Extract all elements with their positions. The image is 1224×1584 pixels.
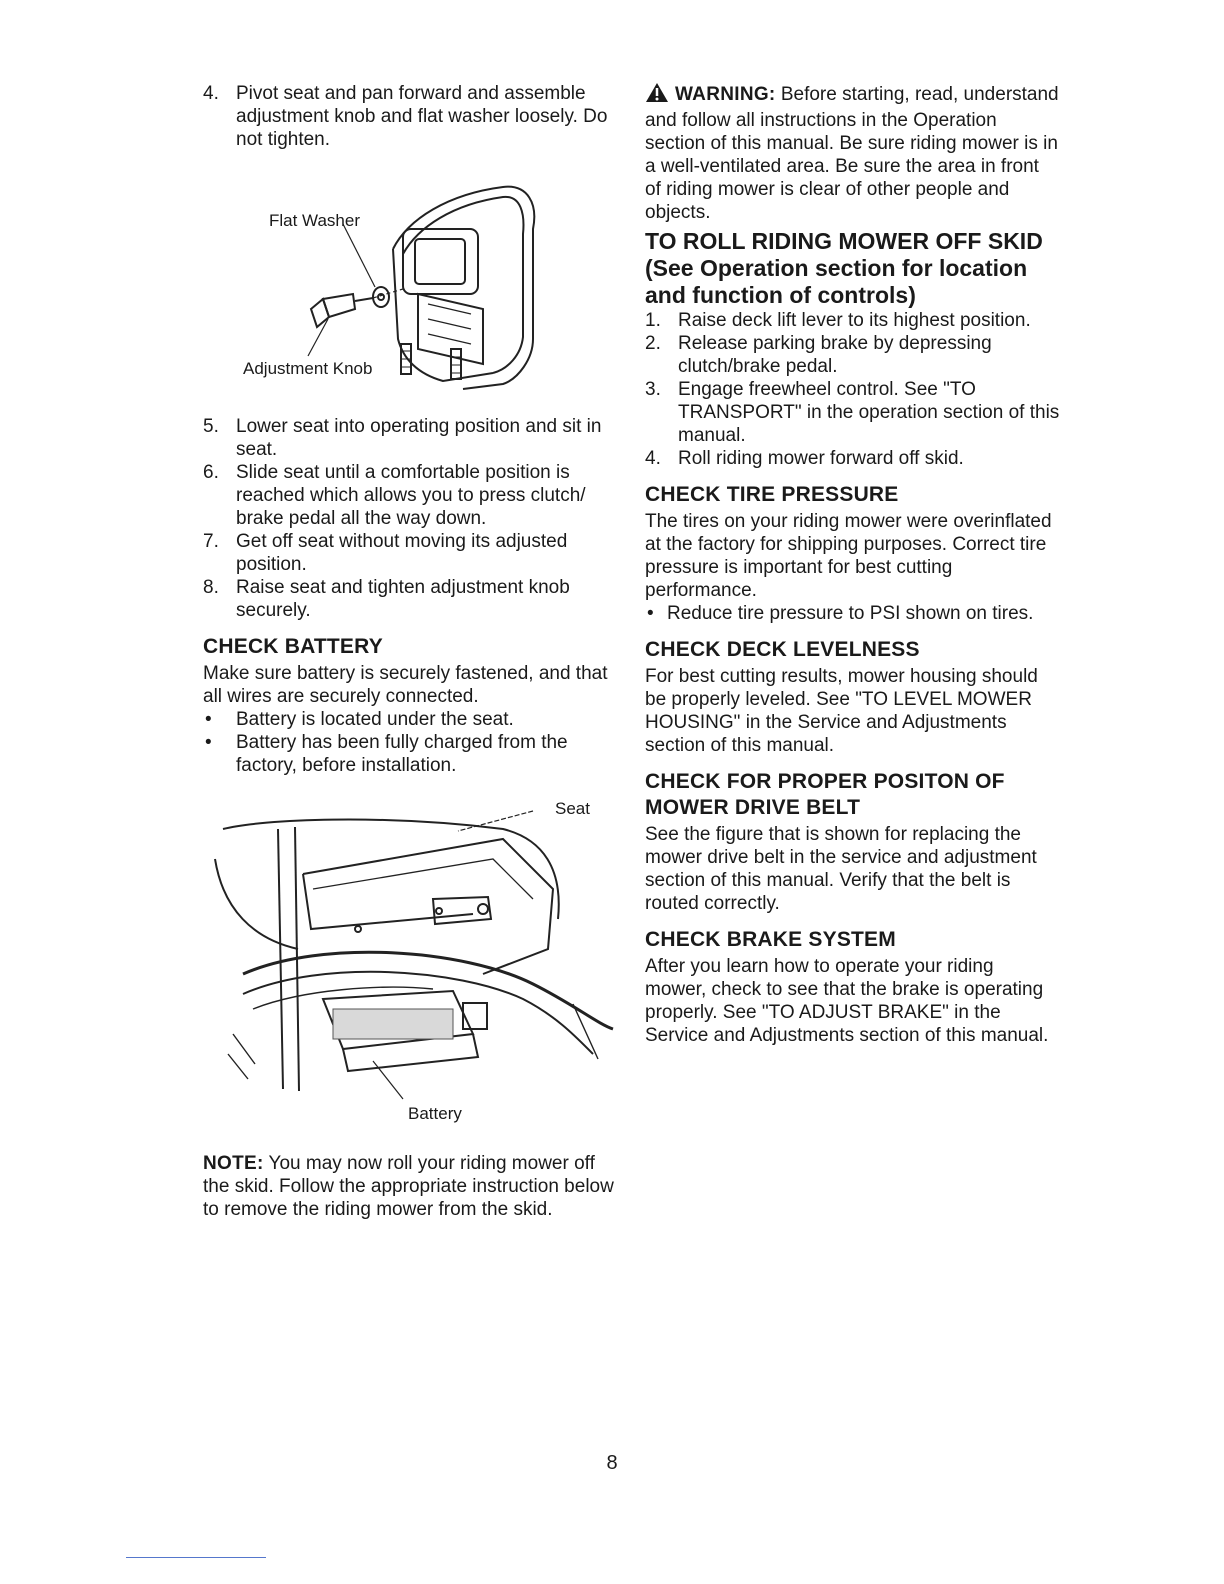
check-brake-system-heading: CHECK BRAKE SYSTEM: [645, 928, 896, 951]
step-text: Release parking brake by depressing clutch/brake pedal.: [678, 333, 992, 377]
step-number: 7.: [203, 531, 219, 552]
note-paragraph: [203, 1152, 618, 1221]
check-tire-pressure-heading: CHECK TIRE PRESSURE: [645, 483, 899, 506]
step-text: Roll riding mower forward off skid.: [678, 448, 964, 469]
tire-bullets: [645, 602, 1060, 625]
note-text: You may now roll your riding mower off the skid. Follow the appropriate instruction below to remove the riding mower from the skid.: [203, 1153, 614, 1220]
step-number: 4.: [645, 448, 661, 469]
battery-illustration: [203, 799, 618, 1144]
step-item: [645, 447, 1060, 470]
page-number: 8: [606, 1452, 618, 1474]
left-column: [203, 82, 618, 1221]
seat-label: Seat: [555, 799, 590, 818]
step-item: [645, 332, 1060, 378]
warning-triangle-icon: [645, 82, 669, 109]
check-belt-position-heading: CHECK FOR PROPER POSITON OF MOWER DRIVE BELT: [645, 770, 1005, 819]
bullet-item: • Reduce tire pressure to PSI shown on tires.: [645, 602, 1060, 625]
step-item: [203, 576, 618, 622]
seat-figure: [203, 159, 618, 409]
battery-label: Battery: [408, 1104, 462, 1123]
step-text: Get off seat without moving its adjusted position.: [236, 531, 568, 575]
step-number: 4.: [203, 83, 219, 104]
step-number: 3.: [645, 379, 661, 400]
step-item: [645, 378, 1060, 447]
seat-steps-b: [203, 415, 618, 622]
brake-text: After you learn how to operate your riding mower, check to see that the brake is operating properly. See "TO ADJUST BRAKE" in the Service and Adjustments section of this manual.: [645, 956, 1049, 1046]
step-item: [203, 415, 618, 461]
tire-text: The tires on your riding mower were overinflated at the factory for shipping purposes. Correct tire pressure is important for best cutting performance.: [645, 511, 1052, 601]
step-text: Raise seat and tighten adjustment knob securely.: [236, 577, 570, 621]
check-deck-levelness-heading: CHECK DECK LEVELNESS: [645, 638, 920, 661]
step-item: [203, 82, 618, 151]
battery-figure: [203, 799, 618, 1144]
note-label: NOTE:: [203, 1153, 264, 1174]
step-text: Pivot seat and pan forward and assemble adjustment knob and flat washer loosely. Do not tighten.: [236, 83, 608, 150]
warning-label: WARNING:: [675, 84, 776, 105]
seat-steps-a: [203, 82, 618, 151]
step-text: Lower seat into operating position and sit in seat.: [236, 416, 602, 460]
step-number: 6.: [203, 462, 219, 483]
belt-text: See the figure that is shown for replacing the mower drive belt in the service and adjustment section of this manual. Verify that the belt is routed correctly.: [645, 824, 1037, 914]
step-text: Engage freewheel control. See "TO TRANSPORT" in the operation section of this manual.: [678, 379, 1060, 446]
warning-paragraph: [645, 82, 1060, 224]
adjustment-knob-label: Adjustment Knob: [243, 359, 373, 378]
battery-intro: Make sure battery is securely fastened, and that all wires are securely connected.: [203, 663, 608, 707]
step-text: Slide seat until a comfortable position is reached which allows you to press clutch/ brake pedal all the way down.: [236, 462, 586, 529]
warning-text: Before starting, read, understand and follow all instructions in the Operation section of this manual. Be sure riding mower is in a well-ventilated area. Be sure the area in front of riding mower is clear of other people and objects.: [645, 84, 1059, 223]
step-number: 8.: [203, 577, 219, 598]
roll-off-skid-heading: TO ROLL RIDING MOWER OFF SKID (See Operation section for location and function of controls): [645, 228, 1043, 308]
step-number: 2.: [645, 333, 661, 354]
step-number: 1.: [645, 310, 661, 331]
step-number: 5.: [203, 416, 219, 437]
footer-rule: [126, 1557, 266, 1558]
check-battery-heading: CHECK BATTERY: [203, 635, 383, 658]
step-text: Raise deck lift lever to its highest position.: [678, 310, 1031, 331]
step-item: [203, 461, 618, 530]
step-item: [645, 309, 1060, 332]
deck-text: For best cutting results, mower housing should be properly leveled. See "TO LEVEL MOWER HOUSING" in the Service and Adjustments section of this manual.: [645, 666, 1038, 756]
bullet-item: • Battery is located under the seat.: [203, 708, 618, 731]
roll-off-steps: [645, 309, 1060, 470]
right-column: [645, 82, 1060, 1047]
bullet-item: • Battery has been fully charged from the factory, before installation.: [203, 731, 618, 777]
battery-bullets: [203, 708, 618, 777]
step-item: [203, 530, 618, 576]
flat-washer-label: Flat Washer: [269, 211, 361, 230]
